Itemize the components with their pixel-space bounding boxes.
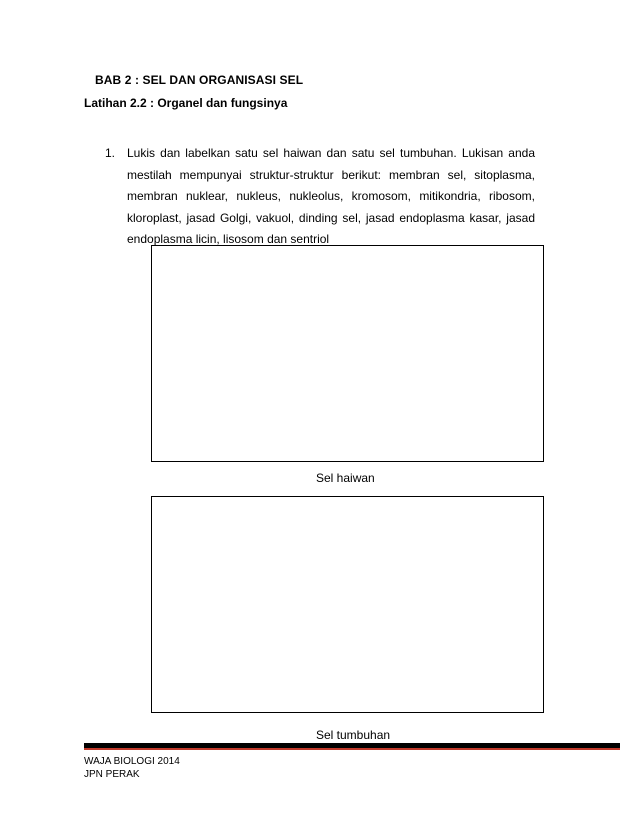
plant-cell-drawing-box[interactable]: [151, 496, 544, 713]
chapter-title: BAB 2 : SEL DAN ORGANISASI SEL: [95, 73, 304, 87]
footer-publication: WAJA BIOLOGI 2014: [84, 756, 180, 767]
animal-cell-caption: Sel haiwan: [316, 471, 375, 485]
footer-accent-divider: [84, 748, 620, 750]
animal-cell-drawing-box[interactable]: [151, 245, 544, 462]
question-item: [105, 143, 535, 251]
question-number: 1.: [105, 146, 116, 160]
exercise-title: Latihan 2.2 : Organel dan fungsinya: [84, 96, 288, 110]
footer-organization: JPN PERAK: [84, 769, 140, 780]
question-text: Lukis dan labelkan satu sel haiwan dan satu sel tumbuhan. Lukisan anda mestilah mempunyai struktur-struktur berikut: membran sel, sitoplasma, membran nuklear, nukleus, nukleolus, kromosom, mitikondria, ribosom, kloroplast, jasad Golgi, vakuol, dinding sel, jasad endoplasma kasar, jasad endoplasma licin, lisosom dan sentriol: [127, 146, 535, 246]
plant-cell-caption: Sel tumbuhan: [316, 728, 391, 742]
